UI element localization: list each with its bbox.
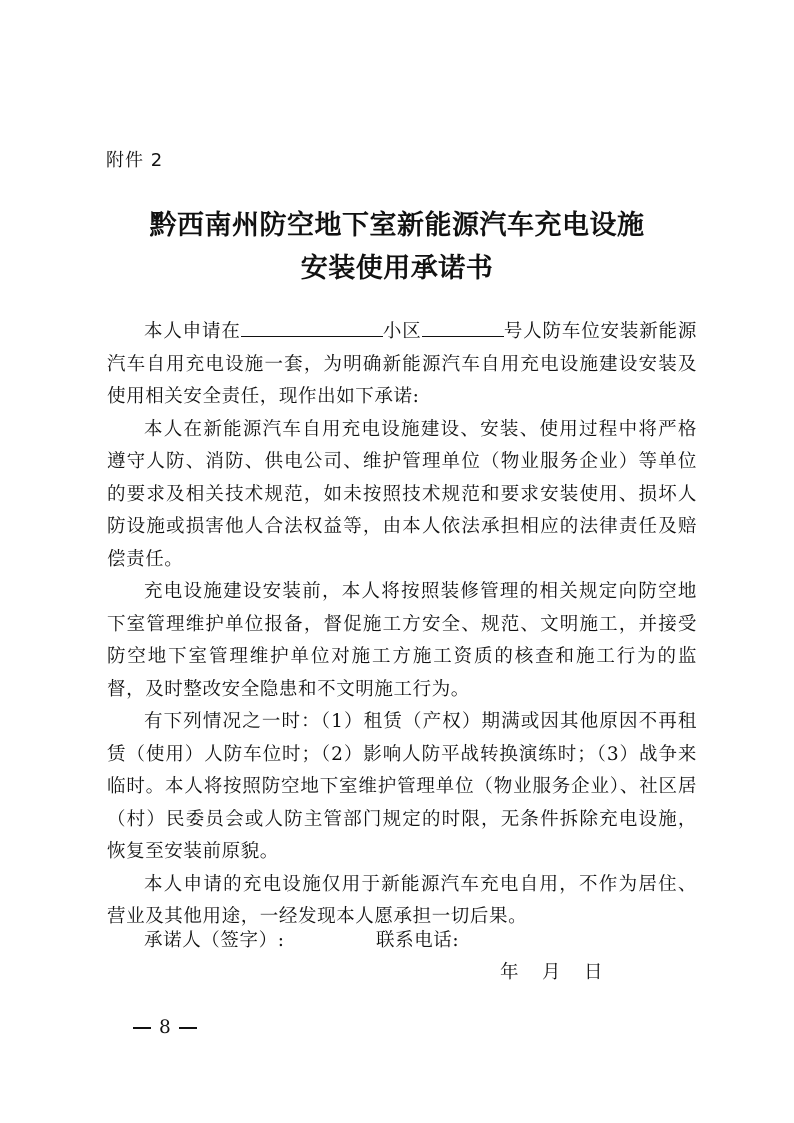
document-title-line-1: 黔西南州防空地下室新能源汽车充电设施 — [149, 210, 645, 241]
page-number-left-dash — [133, 1027, 151, 1029]
document-title-line-2: 安装使用承诺书 — [300, 253, 494, 284]
page-number-right-dash — [179, 1027, 197, 1029]
promisor-signature-label: 承诺人（签字）: — [144, 930, 285, 951]
community-blank — [241, 314, 383, 337]
intro-text-2: 小区 — [382, 321, 422, 342]
intro-paragraph — [107, 314, 697, 414]
paragraph-usage: 本人申请的充电设施仅用于新能源汽车充电自用，不作为居住、营业及其他用途，一经发现本人愿承担一切后果。 — [107, 873, 697, 927]
date-line: 年 月 日 — [500, 962, 603, 983]
page-number-value: 8 — [159, 1017, 171, 1038]
attachment-label: 附件 2 — [106, 150, 164, 171]
document-body — [107, 314, 697, 934]
parking-number-blank — [422, 314, 504, 337]
intro-text-1: 本人申请在 — [144, 321, 241, 342]
paragraph-removal: 有下列情况之一时：（1）租赁（产权）期满或因其他原因不再租赁（使用）人防车位时；（2）影响人防平战转换演练时；（3）战争来临时。本人将按照防空地下室维护管理单位（物业服务企业）、社区居（村）民委员会或人防主管部门规定的时限，无条件拆除充电设施，恢复至安装前原貌。 — [107, 711, 697, 862]
contact-phone-label: 联系电话: — [376, 930, 460, 951]
paragraph-construction: 充电设施建设安装前，本人将按照装修管理的相关规定向防空地下室管理维护单位报备，督促施工方安全、规范、文明施工，并接受防空地下室管理维护单位对施工方施工资质的核查和施工行为的监督，及时整改安全隐患和不文明施工行为。 — [107, 581, 697, 700]
paragraph-responsibility: 本人在新能源汽车自用充电设施建设、安装、使用过程中将严格遵守人防、消防、供电公司、维护管理单位（物业服务企业）等单位的要求及相关技术规范，如未按照技术规范和要求安装使用、损坏人防设施或损害他人合法权益等，由本人依法承担相应的法律责任及赔偿责任。 — [107, 418, 697, 570]
intro-text-3: 号人防车位安装新能源汽车自用充电设施一套，为明确新能源汽车自用充电设施建设安装及使用相关安全责任，现作出如下承诺: — [107, 321, 697, 407]
page-number — [125, 1017, 205, 1038]
